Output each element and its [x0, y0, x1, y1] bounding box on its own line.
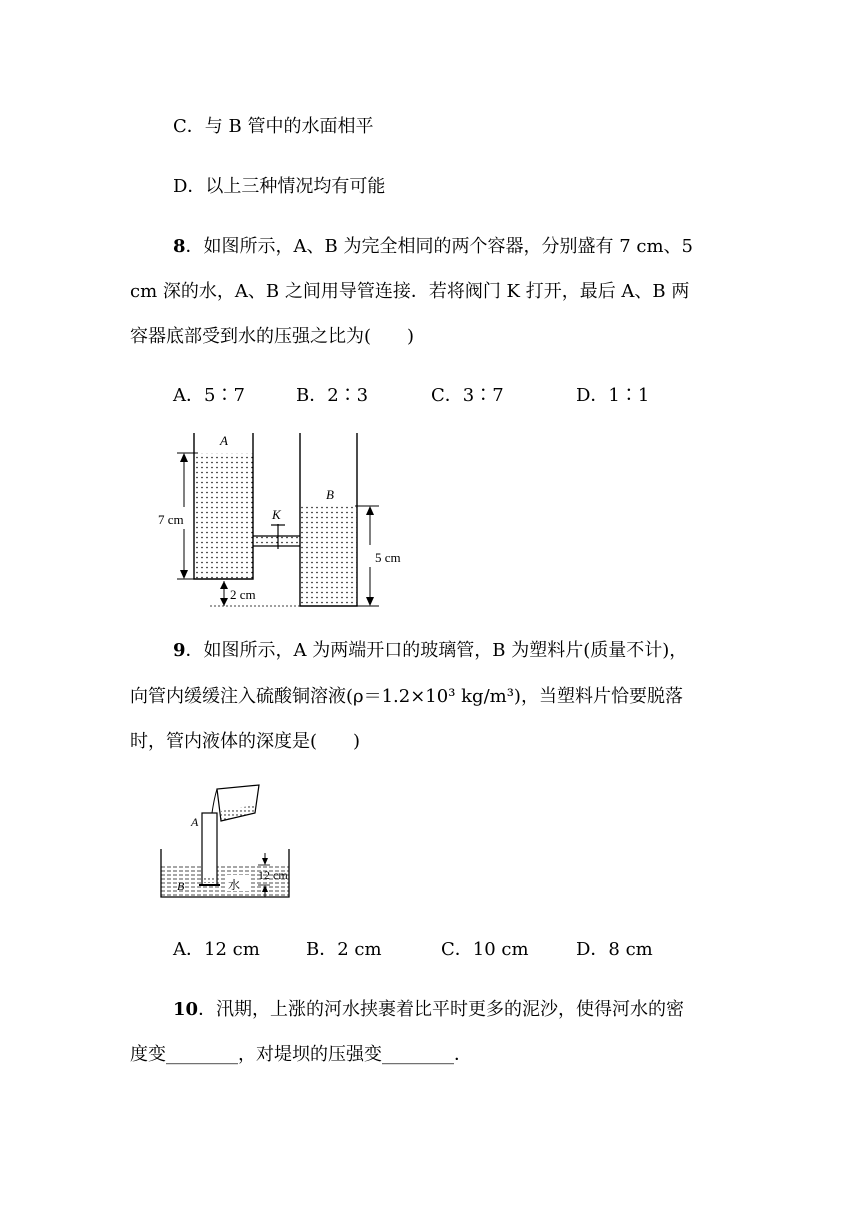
- dimension-2cm: [210, 581, 300, 606]
- q8-figure: [150, 425, 410, 610]
- q10-stem-line-2: 度变________，对堤坝的压强变________．: [130, 1044, 472, 1065]
- container-a: [194, 433, 253, 579]
- q8-option-b: B．2∶3: [296, 385, 369, 406]
- q9-stem-line-2: 向管内缓缓注入硫酸铜溶液(ρ＝1.2×10³ kg/m³)，当塑料片恰要脱落: [130, 686, 683, 707]
- q8-number: 8: [173, 236, 186, 257]
- q8-option-a: A．5∶7: [173, 385, 245, 406]
- q9-option-a: A．12 cm: [173, 939, 260, 960]
- q9-stem-line-1: [173, 637, 687, 665]
- q10-text-1: ．汛期，上涨的河水挟裹着比平时更多的泥沙，使得河水的密: [198, 999, 685, 1020]
- q9-stem-line-3: 时，管内液体的深度是( ): [130, 731, 361, 752]
- q9-label-a: A: [191, 815, 199, 829]
- container-b: [300, 433, 357, 606]
- q8-label-k: K: [272, 507, 281, 522]
- q9-option-b: B．2 cm: [306, 939, 382, 960]
- q9-option-c: C．10 cm: [441, 939, 529, 960]
- dimension-5cm: [355, 506, 401, 606]
- q8-label-a: A: [220, 433, 228, 448]
- q8-option-d: D．1∶1: [576, 385, 650, 406]
- q8-label-7cm: 7 cm: [158, 512, 184, 527]
- q8-stem-line-1: [173, 233, 693, 261]
- q9-label-water: 水: [228, 878, 241, 892]
- q8-label-b: B: [326, 487, 334, 502]
- q9-label-12cm: 12 cm: [258, 868, 288, 882]
- q10-stem-line-1: [173, 996, 684, 1024]
- q9-options: [0, 936, 860, 964]
- q7-option-c: C．与 B 管中的水面相平: [173, 116, 374, 137]
- q8-option-c: C．3∶7: [431, 385, 504, 406]
- q9-text-1: ．如图所示，A 为两端开口的玻璃管，B 为塑料片(质量不计)，: [185, 640, 688, 661]
- q9-label-b: B: [177, 879, 185, 893]
- q8-label-5cm: 5 cm: [375, 550, 401, 565]
- q9-figure: [155, 773, 305, 903]
- q8-label-2cm: 2 cm: [230, 587, 256, 602]
- q8-stem-line-3: 容器底部受到水的压强之比为( ): [130, 326, 415, 347]
- q10-number: 10: [173, 999, 199, 1020]
- dimension-7cm: [158, 453, 198, 579]
- q8-stem-line-2: cm 深的水，A、B 之间用导管连接．若将阀门 K 打开，最后 A、B 两: [130, 281, 690, 302]
- q9-number: 9: [173, 640, 186, 661]
- q8-text-1: ．如图所示，A、B 为完全相同的两个容器，分别盛有 7 cm、5: [185, 236, 693, 257]
- q9-option-d: D．8 cm: [576, 939, 653, 960]
- q7-option-d: D．以上三种情况均有可能: [173, 176, 386, 197]
- glass-tube: [199, 813, 220, 885]
- beaker-icon: [212, 785, 259, 821]
- connecting-tube: [253, 524, 300, 549]
- q8-options: [0, 382, 860, 410]
